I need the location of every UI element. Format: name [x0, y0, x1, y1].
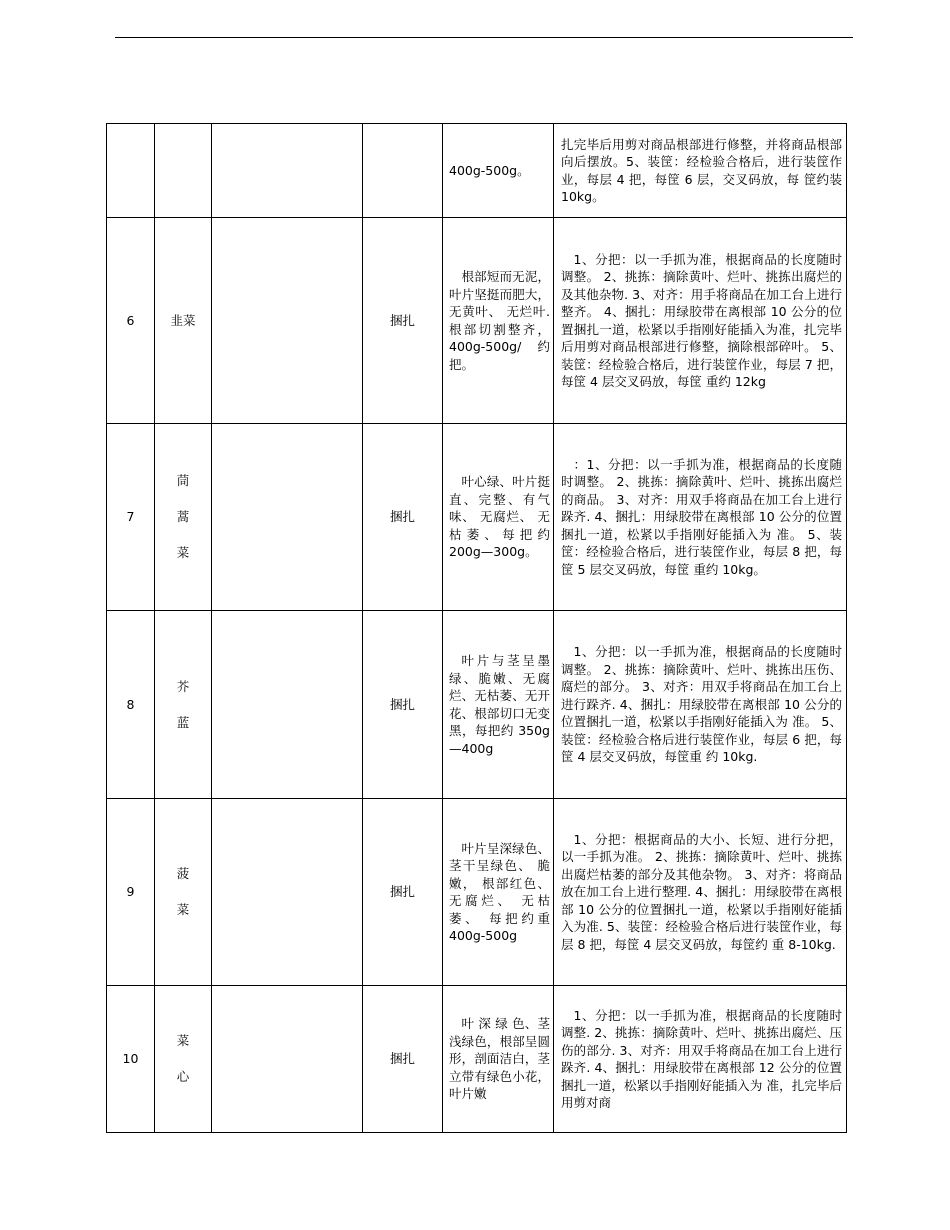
row-number: 7: [107, 424, 155, 611]
quality-standard: 叶片呈深绿色、 茎干呈绿色、 脆嫩， 根部红色、 无腐烂、 无枯萎、 每把约重 400g-500g: [443, 799, 554, 986]
row-number: 10: [107, 986, 155, 1133]
table-row: [107, 611, 847, 799]
page-header-rule: [115, 37, 853, 38]
table-row: [107, 799, 847, 986]
blank-cell: [212, 218, 363, 424]
processing-method: [363, 124, 443, 218]
processing-procedure: 1、分把：以一手抓为准，根据商品的长度随时调整。 2、挑拣：摘除黄叶、烂叶、挑拣出压伤、腐烂的部分。 3、对齐：用双手将商品在加工台上进行跺齐. 4、捆扎：用绿胶带在离根部 10 公分的位置捆扎一道，松紧以手指刚好能插入为 准。 5、装筐：经检验合格后进行装筐作业，每层 6 把，每筐 4 层交叉码放，每筐重 约 10kg.: [554, 611, 847, 799]
table-row: [107, 218, 847, 424]
quality-standard: 叶 深 绿 色、茎浅绿色，根部呈圆形，剖面洁白，茎立带有绿色小花， 叶片嫩: [443, 986, 554, 1133]
processing-procedure: 1、分把：根据商品的大小、长短、进行分把，以一手抓为准。 2、挑拣：摘除黄叶、烂叶、挑拣出腐烂枯萎的部分及其他杂物。 3、对齐：将商品放在加工台上进行整理. 4、捆扎：用绿胶带在离根部 10 公分的位置捆扎一道，松紧以手指刚好能插入为准. 5、装筐：经检验合格后进行装筐作业，每层 8 把，每筐 4 层交叉码放，每筐约 重 8-10kg.: [554, 799, 847, 986]
blank-cell: [212, 799, 363, 986]
processing-method: 捆扎: [363, 799, 443, 986]
processing-method: 捆扎: [363, 611, 443, 799]
blank-cell: [212, 124, 363, 218]
processing-method: 捆扎: [363, 986, 443, 1133]
blank-cell: [212, 424, 363, 611]
quality-standard: 400g-500g。: [443, 124, 554, 218]
row-number: [107, 124, 155, 218]
product-name: 芥蓝: [155, 611, 212, 799]
product-name: 茼蒿菜: [155, 424, 212, 611]
product-name: 菠菜: [155, 799, 212, 986]
processing-procedure: 扎完毕后用剪对商品根部进行修整，并将商品根部向后摆放。5、装筐：经检验合格后，进行装筐作业，每层 4 把，每筐 6 层，交叉码放，每 筐约装 10kg。: [554, 124, 847, 218]
table-row: [107, 424, 847, 611]
quality-standard: 叶片与茎呈墨绿、脆嫩、无腐烂、无枯萎、无开花、根部切口无变黑，每把约 350g—400g: [443, 611, 554, 799]
row-number: 9: [107, 799, 155, 986]
processing-procedure: ：1、分把：以一手抓为准，根据商品的长度随时调整。 2、挑拣：摘除黄叶、烂叶、挑拣出腐烂的商品。 3、对齐：用双手将商品在加工台上进行跺齐. 4、捆扎：用绿胶带在离根部 10 公分的位置捆扎一道，松紧以手指刚好能插入为 准。 5、装筐：经检验合格后，进行装筐作业，每层 8 把，每筐 5 层交叉码放，每筐 重约 10kg。: [554, 424, 847, 611]
processing-method: 捆扎: [363, 218, 443, 424]
blank-cell: [212, 611, 363, 799]
row-number: 8: [107, 611, 155, 799]
processing-method: 捆扎: [363, 424, 443, 611]
row-number: 6: [107, 218, 155, 424]
quality-standard: 叶心绿、叶片挺直、完整、有气味、 无腐烂、 无枯萎、每把约 200g—300g。: [443, 424, 554, 611]
product-name: 韭菜: [155, 218, 212, 424]
table-row: [107, 124, 847, 218]
vegetable-processing-table: [106, 123, 847, 1133]
product-name: [155, 124, 212, 218]
blank-cell: [212, 986, 363, 1133]
processing-procedure: 1、分把：以一手抓为准，根据商品的长度随时调整。 2、挑拣：摘除黄叶、烂叶、挑拣出腐烂的及其他杂物. 3、对齐：用手将商品在加工台上进行整齐。 4、捆扎：用绿胶带在离根部 10 公分的位置捆扎一道，松紧以手指刚好能插入为准，扎完毕后用剪对商品根部进行修整，摘除根部碎叶。 5、装筐：经检验合格后，进行装筐作业，每层 7 把，每筐 4 层交叉码放，每筐 重约 12kg: [554, 218, 847, 424]
processing-procedure: 1、分把：以一手抓为准，根据商品的长度随时调整. 2、挑拣：摘除黄叶、烂叶、挑拣出腐烂、压伤的部分. 3、对齐：用双手将商品在加工台上进行跺齐. 4、捆扎：用绿胶带在离根部 12 公分的位置捆扎一道，松紧以手指刚好能插入为 准，扎完毕后用剪对商: [554, 986, 847, 1133]
product-name: 菜心: [155, 986, 212, 1133]
table-row: [107, 986, 847, 1133]
quality-standard: 根部短而无泥， 叶片坚挺而肥大， 无黄叶、 无烂叶. 根部切割整齐， 400g-500g/约 把。: [443, 218, 554, 424]
